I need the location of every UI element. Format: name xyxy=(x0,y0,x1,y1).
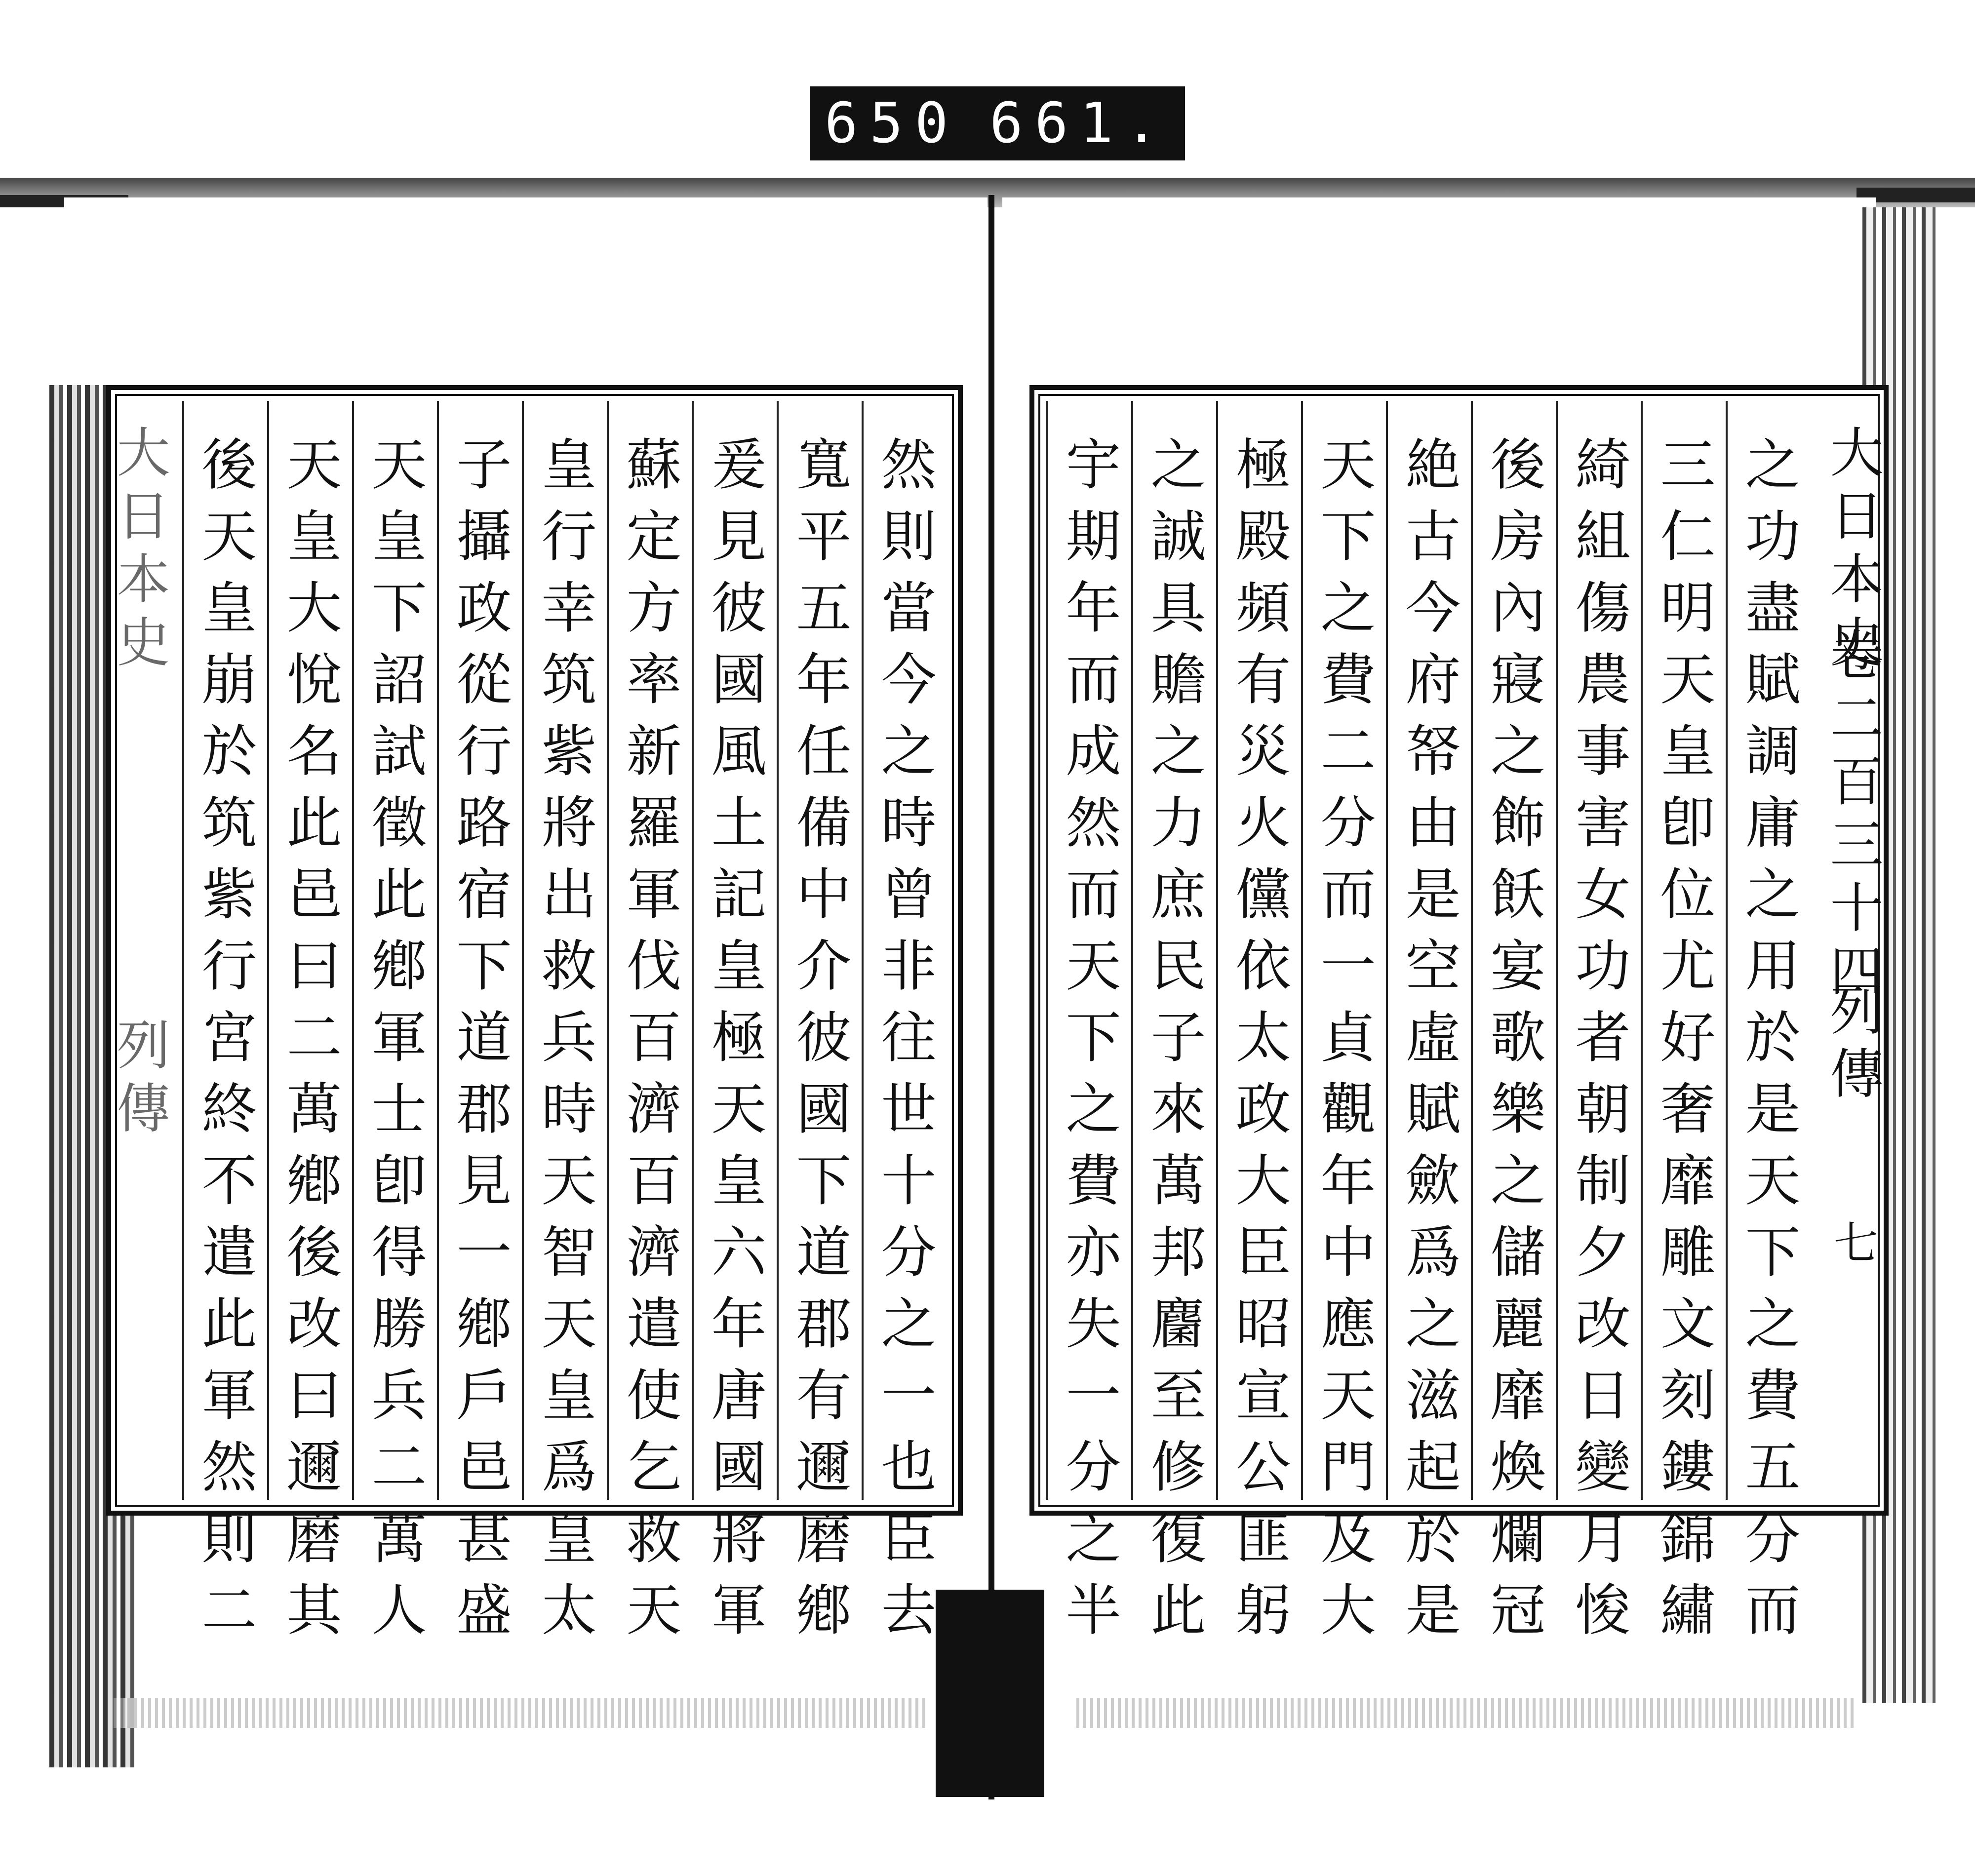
column-text: 極殿頻有災火儻依太政大臣昭宣公匪躬 xyxy=(1226,435,1291,1652)
column-text: 天皇大悅名此邑曰二萬鄕後改曰邇磨其 xyxy=(277,435,342,1652)
column-text: 之誠具贍之力庶民子來萬邦麕至修復此 xyxy=(1142,435,1206,1652)
text-column xyxy=(1726,401,1811,1652)
frame-number-right: 661. xyxy=(989,91,1170,156)
text-column xyxy=(692,401,777,1652)
column-text: 爰見彼國風土記皇極天皇六年唐國將軍 xyxy=(702,435,766,1652)
column-text: 寬平五年任備中介彼國下道郡有邇磨鄕 xyxy=(787,435,851,1652)
column-text: 後房內寢之飾飫宴歌樂之儲麗靡煥爛冠 xyxy=(1481,435,1545,1652)
book-gutter xyxy=(988,195,994,1799)
right-caption-leaf-number: 七 xyxy=(1826,1219,1878,1274)
left-caption-title: 大日本史 xyxy=(108,425,169,677)
column-text: 皇行幸筑紫將出救兵時天智天皇爲皇太 xyxy=(532,435,596,1652)
text-column xyxy=(777,401,862,1652)
book-spine-block xyxy=(936,1590,1044,1797)
column-text: 綺組傷農事害女功者朝制夕改日變月悛 xyxy=(1566,435,1630,1652)
column-text: 後天皇崩於筑紫行宮終不遣此軍然則二 xyxy=(193,435,257,1652)
text-column xyxy=(267,401,352,1652)
text-column xyxy=(352,401,437,1652)
column-text: 之功盡賦調庸之用於是天下之費五分而 xyxy=(1736,435,1800,1652)
text-column xyxy=(607,401,692,1652)
text-column xyxy=(182,401,267,1652)
text-column xyxy=(1131,401,1216,1652)
left-text-panel xyxy=(106,385,963,1652)
column-text: 蘇定方率新羅軍伐百濟百濟遣使乞救天 xyxy=(617,435,681,1652)
frame-number-label xyxy=(810,86,1185,160)
right-caption-volume: 卷二百三十四 xyxy=(1821,627,1883,1006)
text-column xyxy=(1641,401,1726,1652)
frame-number-left: 650 xyxy=(824,91,960,156)
text-column xyxy=(862,401,947,1652)
text-column xyxy=(1301,401,1386,1652)
column-text: 絶古今府帑由是空虛賦歛爲之滋起於是 xyxy=(1396,435,1461,1652)
column-text: 天皇下詔試徵此鄕軍士卽得勝兵二萬人 xyxy=(362,435,427,1652)
text-column xyxy=(437,401,522,1652)
text-column xyxy=(522,401,607,1652)
right-caption-section: 列傳 xyxy=(1821,982,1883,1109)
right-text-panel xyxy=(1029,385,1889,1652)
left-caption-section: 列傳 xyxy=(108,1017,169,1143)
text-column xyxy=(1471,401,1556,1652)
text-column xyxy=(1386,401,1471,1652)
text-column xyxy=(1216,401,1301,1652)
column-text: 宇期年而成然而天下之費亦失一分之半 xyxy=(1057,435,1121,1652)
column-text: 三仁明天皇卽位尤好奢靡雕文刻鏤錦繡 xyxy=(1651,435,1715,1652)
right-page-bottom-edge xyxy=(1076,1698,1856,1728)
column-text: 子攝政從行路宿下道郡見一鄕戶邑甚盛 xyxy=(447,435,512,1652)
text-column xyxy=(1556,401,1641,1652)
column-text: 天下之費二分而一貞觀年中應天門及大 xyxy=(1311,435,1376,1652)
column-text: 然則當今之時曾非往世十分之一也臣去 xyxy=(872,435,936,1652)
left-page-bottom-edge xyxy=(114,1698,928,1728)
text-column xyxy=(1046,401,1131,1652)
right-caption-title: 大日本史 xyxy=(1821,425,1883,677)
